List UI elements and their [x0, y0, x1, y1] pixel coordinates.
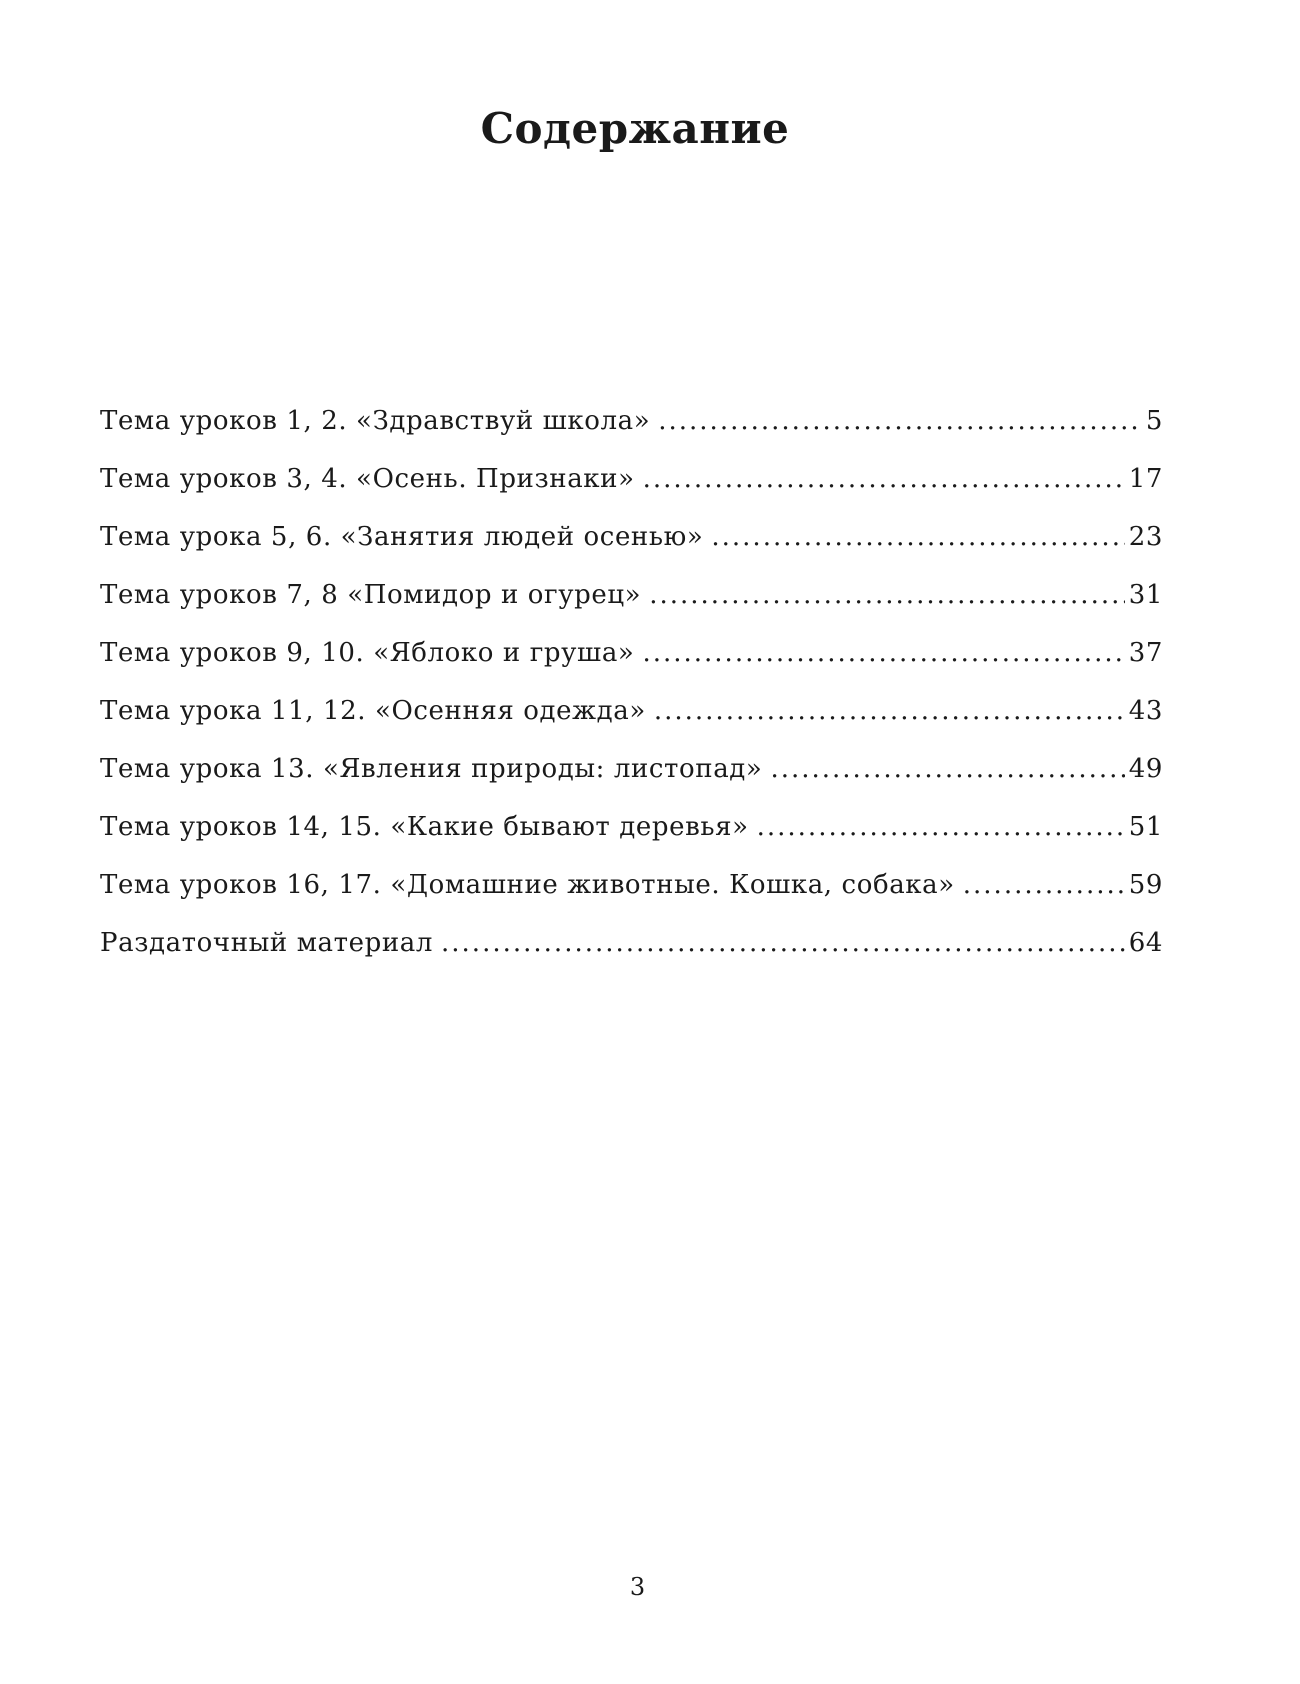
- toc-entry[interactable]: [100, 450, 1163, 508]
- toc-entry-title: Тема уроков 14, 15. «Какие бывают деревья»: [100, 812, 749, 842]
- toc-entry-page: 31: [1128, 580, 1163, 610]
- toc-entry-page: 59: [1128, 870, 1163, 900]
- toc-dot-leader: [649, 566, 1125, 624]
- toc-dot-leader: [658, 392, 1142, 450]
- toc-entry[interactable]: [100, 682, 1163, 740]
- toc-entry-title: Тема урока 11, 12. «Осенняя одежда»: [100, 696, 646, 726]
- page-title: Содержание: [480, 104, 790, 153]
- toc-dot-leader: [643, 450, 1125, 508]
- page-number: 3: [629, 1573, 646, 1601]
- toc-entry-page: 64: [1128, 928, 1163, 958]
- toc-entry[interactable]: [100, 566, 1163, 624]
- toc-dot-leader: [642, 624, 1124, 682]
- toc-entry-page: 5: [1145, 406, 1163, 436]
- toc-entry[interactable]: [100, 914, 1163, 972]
- toc-entry-page: 49: [1128, 754, 1163, 784]
- toc-entry[interactable]: [100, 740, 1163, 798]
- toc-entry-title: Тема уроков 3, 4. «Осень. Признаки»: [100, 464, 635, 494]
- table-of-contents: [100, 392, 1163, 972]
- toc-dot-leader: [770, 740, 1124, 798]
- toc-entry[interactable]: [100, 624, 1163, 682]
- toc-entry-title: Тема урока 13. «Явления природы: листопад»: [100, 754, 763, 784]
- toc-dot-leader: [711, 508, 1124, 566]
- toc-entry[interactable]: [100, 856, 1163, 914]
- toc-entry-title: Тема уроков 9, 10. «Яблоко и груша»: [100, 638, 635, 668]
- toc-dot-leader: [654, 682, 1125, 740]
- toc-entry[interactable]: [100, 798, 1163, 856]
- toc-entry[interactable]: [100, 508, 1163, 566]
- toc-entry-page: 23: [1128, 522, 1163, 552]
- toc-dot-leader: [963, 856, 1125, 914]
- toc-entry-title: Раздаточный материал: [100, 928, 434, 958]
- toc-entry-title: Тема уроков 1, 2. «Здравствуй школа»: [100, 406, 651, 436]
- toc-entry-title: Тема уроков 16, 17. «Домашние животные. Кошка, собака»: [100, 870, 955, 900]
- toc-entry-title: Тема уроков 7, 8 «Помидор и огурец»: [100, 580, 642, 610]
- toc-entry-page: 51: [1128, 812, 1163, 842]
- toc-entry-title: Тема урока 5, 6. «Занятия людей осенью»: [100, 522, 704, 552]
- toc-dot-leader: [441, 914, 1125, 972]
- toc-entry-page: 43: [1128, 696, 1163, 726]
- toc-entry[interactable]: [100, 392, 1163, 450]
- toc-entry-page: 17: [1128, 464, 1163, 494]
- toc-dot-leader: [757, 798, 1125, 856]
- toc-entry-page: 37: [1128, 638, 1163, 668]
